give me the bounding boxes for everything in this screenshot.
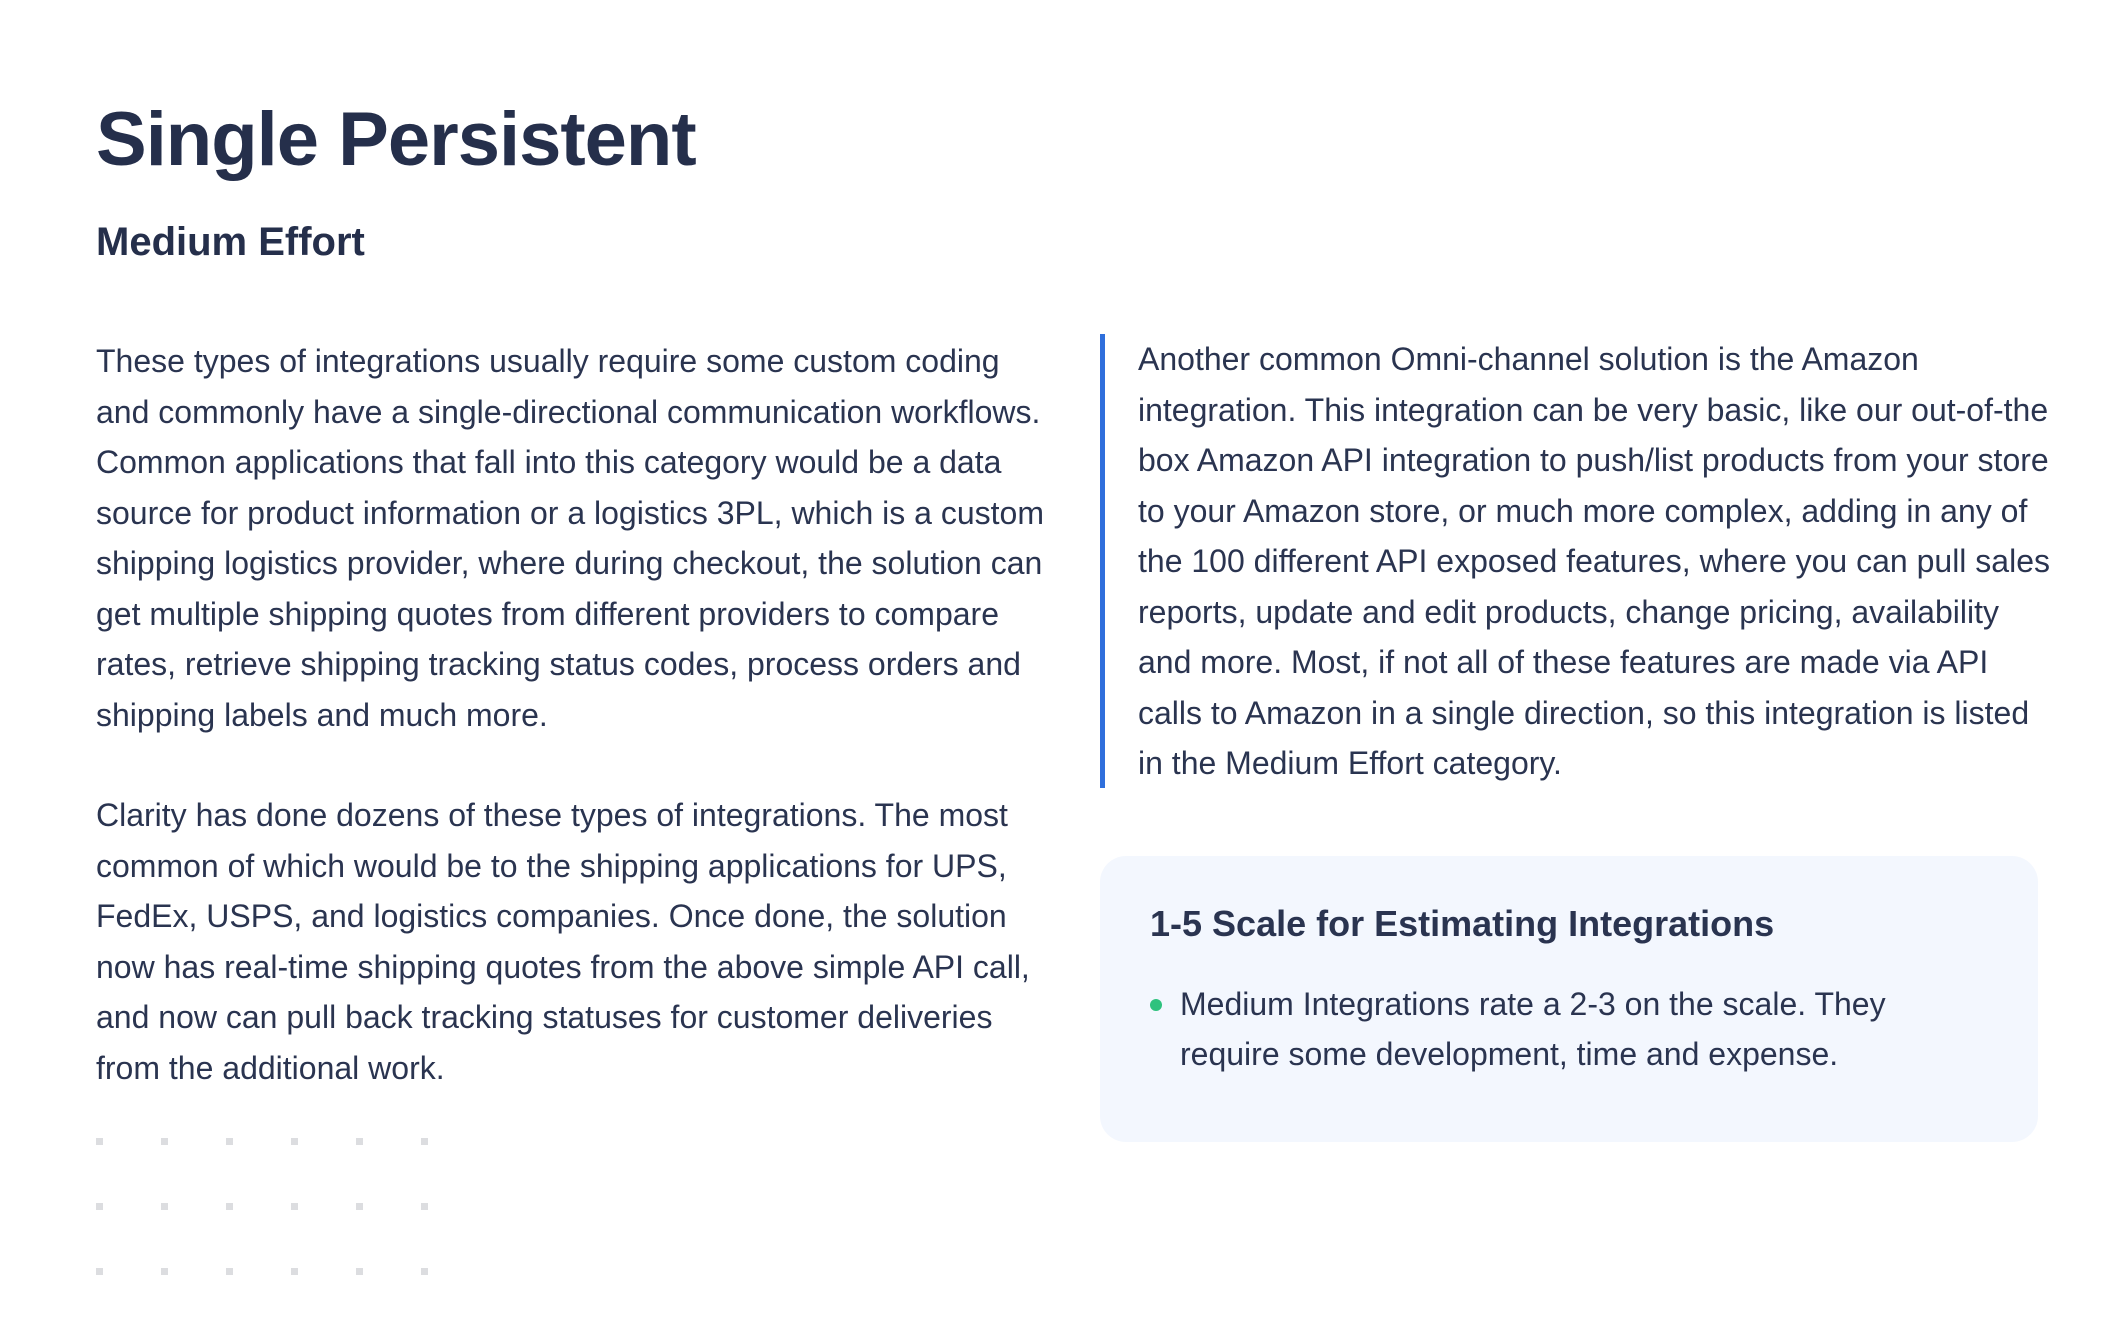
amazon-quote-block — [1100, 334, 2050, 788]
dot — [226, 1268, 233, 1275]
dot — [421, 1138, 428, 1145]
dot — [356, 1138, 363, 1145]
dot — [356, 1203, 363, 1210]
page-subtitle: Medium Effort — [96, 220, 365, 264]
scale-card-item-text: Medium Integrations rate a 2-3 on the scale. They require some development, time and expense. — [1180, 986, 1886, 1073]
dot — [161, 1203, 168, 1210]
dot — [161, 1138, 168, 1145]
intro-paragraph: These types of integrations usually require some custom coding and commonly have a single-directional communication workflows. Common applications that fall into this category would be a data source for product information or a logistics 3PL, which is a custom shipping logistics provider, where during checkout, the solution can get multiple shipping quotes from different providers to compare rates, retrieve shipping tracking status codes, process orders and shipping labels and much more. — [96, 343, 1044, 733]
dot — [96, 1203, 103, 1210]
dot — [356, 1268, 363, 1275]
dot — [226, 1138, 233, 1145]
scale-card — [1100, 856, 2038, 1142]
dot — [161, 1268, 168, 1275]
dot — [96, 1268, 103, 1275]
left-column — [96, 336, 1046, 1143]
clarity-paragraph: Clarity has done dozens of these types of integrations. The most common of which would be to the shipping applications for UPS, FedEx, USPS, and logistics companies. Once done, the solution now has real-time shipping quotes from the above simple API call, and now can pull back tracking statuses for customer deliveries from the additional work. — [96, 797, 1030, 1086]
dot — [291, 1268, 298, 1275]
page-title: Single Persistent — [96, 97, 696, 182]
scale-card-list — [1150, 979, 1988, 1079]
dot — [421, 1203, 428, 1210]
dot — [421, 1268, 428, 1275]
scale-card-title: 1-5 Scale for Estimating Integrations — [1150, 903, 1775, 944]
dot — [291, 1138, 298, 1145]
decorative-dot-grid — [96, 1138, 436, 1278]
dot — [226, 1203, 233, 1210]
amazon-quote-text: Another common Omni-channel solution is the Amazon integration. This integration can be very basic, like our out-of-the box Amazon API integration to push/list products from your store to your Amazon store, or much more complex, adding in any of the 100 different API exposed features, where you can pull sales reports, update and edit products, change pricing, availability and more. Most, if not all of these features are made via API calls to Amazon in a single direction, so this integration is listed in the Medium Effort category. — [1138, 341, 2050, 781]
dot — [96, 1138, 103, 1145]
bullet-dot-icon — [1150, 999, 1162, 1011]
scale-card-item — [1150, 979, 1988, 1079]
dot — [291, 1203, 298, 1210]
